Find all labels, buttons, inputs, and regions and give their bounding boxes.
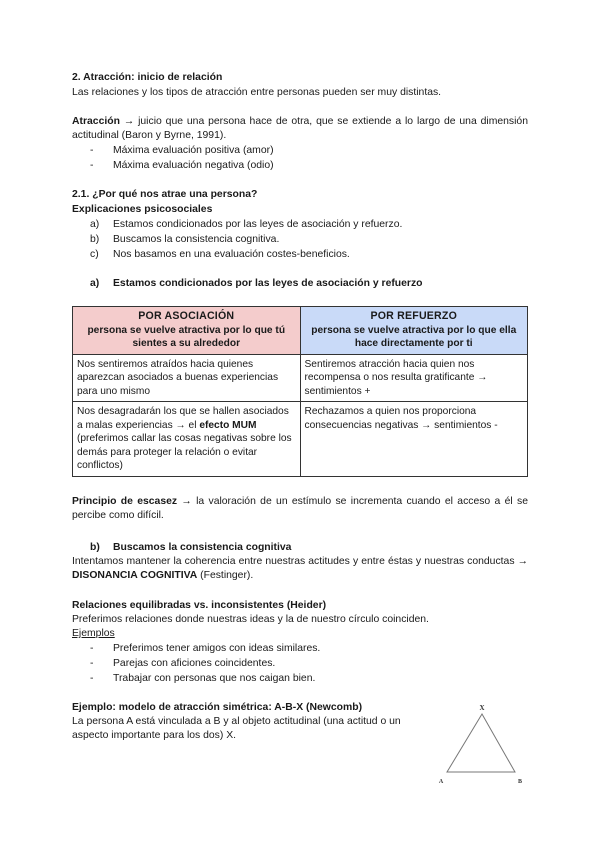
dash-bullet-icon: - (90, 160, 94, 171)
table-row (73, 354, 528, 402)
atraccion-term: Atracción (72, 116, 120, 127)
dash-bullet-icon: - (90, 145, 94, 156)
atraccion-definition (72, 115, 528, 143)
table-cell: Sentiremos atracción hacia quien nos recompensa o nos resulta gratificante → sentimientos + (300, 354, 528, 402)
comparison-table (72, 306, 528, 477)
escasez-term: Principio de escasez (72, 496, 178, 507)
disonancia-term: DISONANCIA COGNITIVA (72, 570, 198, 581)
abx-triangle-diagram (430, 700, 540, 795)
efecto-mum-term: efecto MUM (199, 419, 257, 431)
table-row (73, 402, 528, 477)
vertex-label-x: X (479, 704, 485, 712)
triangle-shape (447, 714, 515, 772)
dash-bullet-icon: - (90, 673, 94, 684)
dash-bullet-icon: - (90, 643, 94, 654)
vertex-label-b: B (517, 779, 523, 785)
table-cell: Rechazamos a quien nos proporciona consecuencias negativas → sentimientos - (300, 402, 528, 477)
heider-text: Preferimos relaciones donde nuestras ideas y la de nuestro círculo coinciden. (72, 614, 429, 625)
atraccion-definition-text: → juicio que una persona hace de otra, que se extiende a lo largo de una dimensión actitudinal (Baron y Byrne, 1991). (72, 116, 528, 141)
vertex-label-a: A (438, 779, 444, 785)
examples-label: Ejemplos (72, 628, 115, 639)
subsection-b-text: Intentamos mantener la coherencia entre nuestras actitudes y entre éstas y nuestras conductas → DISONANCIA COGNITIVA (Festinger). (72, 556, 528, 581)
escasez-paragraph: Principio de escasez → la valoración de un estímulo se incrementa cuando el acceso a él se percibe como difícil. (72, 496, 528, 521)
section-2-1-subheading: Explicaciones psicosociales (72, 204, 213, 215)
table-header-row (73, 307, 528, 355)
table-cell: Nos sentiremos atraídos hacia quienes aparezcan asociados a buenas experiencias para uno mismo (73, 354, 301, 402)
section-2-1-heading: 2.1. ¿Por qué nos atrae una persona? (72, 189, 258, 200)
newcomb-text: La persona A está vinculada a B y al objeto actitudinal (una actitud o un aspecto importante para los dos) X. (72, 716, 401, 741)
table-cell: Nos desagradarán los que se hallen asociados a malas experiencias → el efecto MUM (preferimos callar las cosas negativas sobre los demás para proteger la relación o evitar conflictos) (73, 402, 301, 477)
column-header-asociacion: POR ASOCIACIÓN persona se vuelve atractiva por lo que tú sientes a su alrededor (73, 307, 301, 355)
section-2-heading: 2. Atracción: inicio de relación (72, 72, 223, 83)
newcomb-heading: Ejemplo: modelo de atracción simétrica: A-B-X (Newcomb) (72, 702, 363, 713)
heider-heading: Relaciones equilibradas vs. inconsistentes (Heider) (72, 600, 327, 611)
section-2-intro: Las relaciones y los tipos de atracción entre personas pueden ser muy distintas. (72, 87, 442, 98)
column-header-refuerzo: POR REFUERZO persona se vuelve atractiva por lo que ella hace directamente por ti (300, 307, 528, 355)
dash-bullet-icon: - (90, 658, 94, 669)
